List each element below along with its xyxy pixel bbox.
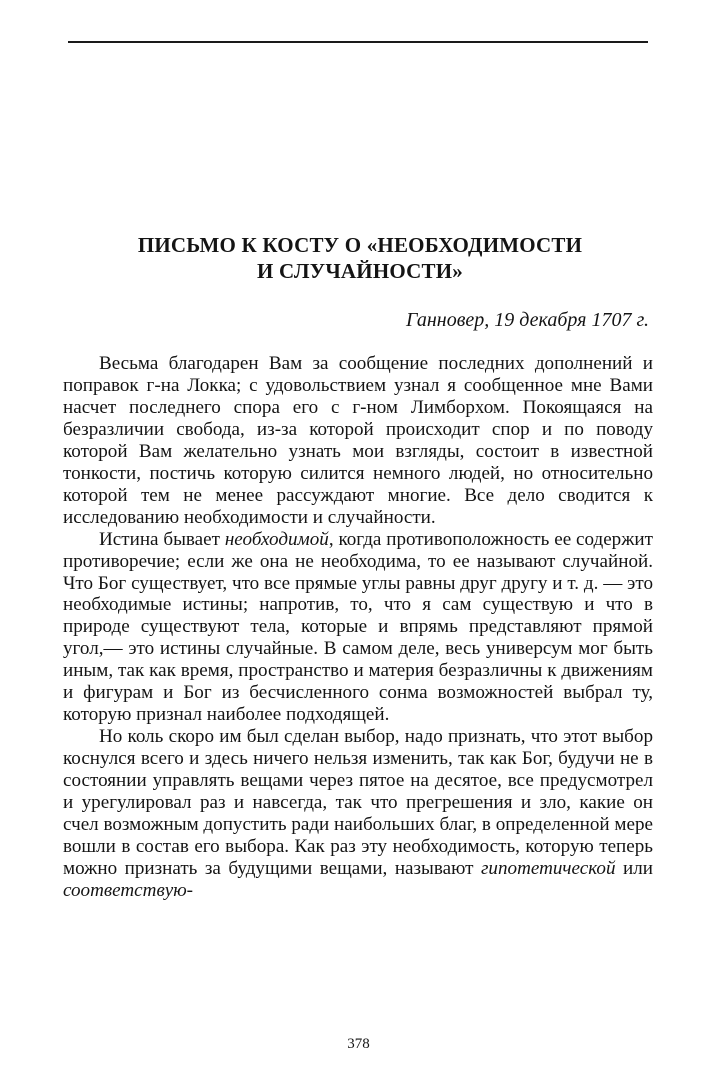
paragraph-1-text: Весьма благодарен Вам за сообщение последних дополнений и поправок г-на Локка; с удовольствием узнал я сообщенное мне Вами насчет последнего спора его с г-ном Лимборхом. Покоящаяся на безразличии свобода, из-за которой происходит спор и по поводу которой Вам желательно узнать мои взгляды, состоит в известной тонкости, постичь которую силится немного людей, но относительно которой тем не менее рассуждают многие. Все дело сводится к исследованию необходимости и случайности. bbox=[63, 353, 653, 528]
paragraph-2-rest: , когда противоположность ее содержит противоречие; если же она не необходима, то ее называют случайной. Что Бог существует, что все прямые углы равны друг другу и т. д. — это необходимые истины; напротив, то, что я сам существую и что в природе существуют тела, которые и впрямь представляют прямой угол,— это истины случайные. В самом деле, весь универсум мог быть иным, так как время, пространство и материя безразличны к движениям и фигурам и Бог из бесчисленного сонма возможностей выбрал ту, которую признал наиболее подходящей. bbox=[63, 528, 653, 726]
paragraph-3 bbox=[63, 726, 653, 902]
top-rule bbox=[68, 41, 648, 43]
paragraph-2-emphasis: необходимой bbox=[224, 528, 329, 550]
paragraph-3-start: Но коль скоро им был сделан выбор, надо признать, что этот выбор коснулся всего и здесь ничего нельзя изменить, так как Бог, будучи не в состоянии управлять вещами через пятое на десятое, все предусмотрел и урегулировал раз и навсегда, так что прегрешения и зло, какие он счел возможным допустить ради наибольших благ, в определенной мере вошли в состав его выбора. Как раз эту необходимость, которую теперь можно признать за будущими вещами, называют bbox=[63, 726, 653, 879]
paragraph-3-emphasis: гипотетической bbox=[480, 857, 616, 879]
page-number: 378 bbox=[347, 1036, 370, 1052]
paragraph-2-start: Истина бывает bbox=[99, 528, 225, 550]
paragraph-1 bbox=[63, 353, 653, 529]
paragraph-2 bbox=[63, 529, 653, 727]
letter-body bbox=[63, 353, 653, 902]
title-line-1: ПИСЬМО К КОСТУ О «НЕОБХОДИМОСТИ bbox=[137, 233, 583, 257]
letter-title bbox=[60, 232, 660, 284]
paragraph-3-emphasis-2: соответствую- bbox=[63, 879, 194, 901]
paragraph-3-middle: или bbox=[615, 857, 653, 879]
dateline: Ганновер, 19 декабря 1707 г. bbox=[405, 309, 649, 331]
title-line-2: И СЛУЧАЙНОСТИ» bbox=[257, 259, 463, 283]
